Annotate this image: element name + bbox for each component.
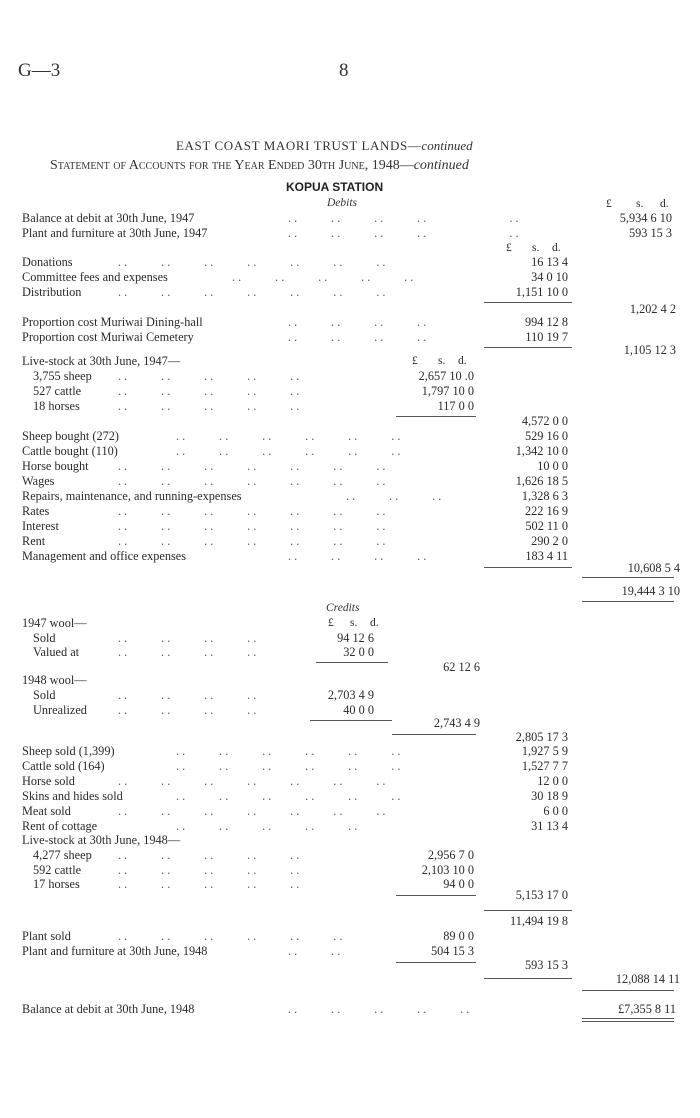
row-label: Plant and furniture at 30th June, 1948: [22, 944, 208, 958]
ledger-row: Cattle sold (164) . . . . . . . . . . . . 1,527 7 7: [22, 759, 568, 773]
row-amount: 5,934 6 10: [619, 211, 672, 225]
subtitle-continued: continued: [413, 158, 469, 173]
row-amount: 10 0 0: [537, 459, 568, 473]
ledger-row: Donations . . . . . . . . . . . . . . 16 13 4: [22, 255, 568, 269]
ledger-row: Horse bought . . . . . . . . . . . . . . 10 0 0: [22, 459, 568, 473]
ledger-row: Balance at debit at 30th June, 1947 . . . . . . . . . . 5,934 6 10: [22, 211, 672, 225]
row-amount: 30 18 9: [531, 789, 568, 803]
subtotal-row: [0, 302, 700, 316]
ledger-row: Proportion cost Muriwai Dining-hall . . . . . . . . 994 12 8: [22, 315, 568, 329]
col-head-pence: d.: [660, 198, 669, 210]
credits-grand-total: 12,088 14 11: [615, 972, 680, 986]
subtotal-amount: 4,572 0 0: [521, 414, 568, 428]
livestock-1948-label: Live-stock at 30th June, 1948—: [22, 833, 181, 847]
ledger-row: Management and office expenses . . . . . . . . 183 4 11: [22, 549, 568, 563]
balance-row: Balance at debit at 30th June, 1948 . . . . . . . . . . £7,355 8 11: [22, 1002, 676, 1016]
subtotal-amount: 593 15 3: [524, 958, 568, 972]
subtotal-amount: 11,494 19 8: [510, 914, 568, 928]
row-amount: 529 16 0: [524, 429, 568, 443]
subtotal-row: [0, 958, 700, 972]
subtotal-row: [0, 914, 700, 928]
col-head-shillings: s.: [532, 242, 540, 254]
row-amount: 2,956 7 0: [427, 848, 474, 862]
row-label: Meat sold: [22, 804, 71, 818]
row-label: 18 horses: [33, 399, 80, 413]
ledger-row: Rent . . . . . . . . . . . . . . 290 2 0: [22, 534, 568, 548]
row-label: Repairs, maintenance, and running-expenses: [22, 489, 242, 503]
col-head-pounds: £: [328, 617, 334, 629]
row-amount: 504 15 3: [430, 944, 474, 958]
title-continued: continued: [421, 138, 473, 153]
row-amount: 593 15 3: [628, 226, 672, 240]
row-amount: 117 0 0: [437, 399, 474, 413]
row-amount: 502 11 0: [525, 519, 568, 533]
subtotal-row: [0, 414, 700, 428]
row-label: Donations: [22, 255, 73, 269]
col-head-shillings: s.: [350, 617, 358, 629]
subtotal-amount: 1,202 4 2: [629, 302, 676, 316]
row-label: Valued at: [33, 645, 80, 659]
ledger-row: Sheep sold (1,399) . . . . . . . . . . . . 1,927 5 9: [22, 744, 568, 758]
debits-total: 19,444 3 10: [621, 584, 680, 598]
subtotal-row: [0, 972, 700, 986]
ledger-row: Distribution . . . . . . . . . . . . . . 1,151 10 0: [22, 285, 568, 299]
row-label: Cattle bought (110): [22, 444, 118, 458]
credits-heading: Credits: [326, 602, 360, 614]
ledger-row: Proportion cost Muriwai Cemetery . . . . . . . . 110 19 7: [22, 330, 568, 344]
row-amount: 1,626 18 5: [515, 474, 568, 488]
balance-1948-label: Balance at debit at 30th June, 1948: [22, 1002, 195, 1016]
ledger-row: 592 cattle . . . . . . . . . . 2,103 10 0: [33, 863, 474, 877]
row-label: Sheep bought (272): [22, 429, 119, 443]
subtotal-amount: 2,743 4 9: [433, 716, 480, 730]
row-amount: 2,103 10 0: [421, 863, 474, 877]
subtotal-row: [0, 730, 700, 744]
row-label: 527 cattle: [33, 384, 82, 398]
row-amount: 2,703 4 9: [327, 688, 374, 702]
ledger-row: [0, 833, 700, 847]
col-head-pence: d.: [458, 355, 467, 367]
ledger-row: Wages . . . . . . . . . . . . . . 1,626 18 5: [22, 474, 568, 488]
subtotal-amount: 5,153 17 0: [515, 888, 568, 902]
ledger-row: Cattle bought (110) . . . . . . . . . . . . 1,342 10 0: [22, 444, 568, 458]
row-label: 3,755 sheep: [33, 369, 92, 383]
subtotal-row: [0, 888, 700, 902]
ledger-row: 4,277 sheep . . . . . . . . . . 2,956 7 0: [33, 848, 474, 862]
row-label: Distribution: [22, 285, 82, 299]
col-head-pounds: £: [506, 242, 512, 254]
row-label: Balance at debit at 30th June, 1947: [22, 211, 195, 225]
subtitle-main: Statement of Accounts for the Year Ended 30th June, 1948—: [50, 158, 414, 173]
subtotal-amount: 2,805 17 3: [515, 730, 568, 744]
col-head-pence: d.: [552, 242, 561, 254]
ledger-row: Sold . . . . . . . . 94 12 6: [33, 631, 374, 645]
row-amount: 94 0 0: [443, 877, 474, 891]
total-row: [0, 584, 700, 598]
ledger-row: Sold . . . . . . . . 2,703 4 9: [33, 688, 374, 702]
row-amount: 2,657 10 .0: [418, 369, 474, 383]
row-label: 4,277 sheep: [33, 848, 92, 862]
row-amount: 32 0 0: [343, 645, 374, 659]
row-label: Horse sold: [22, 774, 75, 788]
subtotal-amount: 10,608 5 4: [627, 561, 680, 575]
ledger-row: Plant and furniture at 30th June, 1947 . . . . . . . . . . 593 15 3: [22, 226, 672, 240]
ledger-row: 17 horses . . . . . . . . . . 94 0 0: [33, 877, 474, 891]
row-label: Wages: [22, 474, 55, 488]
title-main: EAST COAST MAORI TRUST LANDS—: [176, 138, 422, 153]
row-label: Horse bought: [22, 459, 89, 473]
debits-heading: Debits: [327, 197, 358, 209]
row-amount: 34 0 10: [531, 270, 568, 284]
subtotal-amount: 1,105 12 3: [623, 343, 676, 357]
wool-1948-label: 1948 wool—: [22, 673, 87, 687]
ledger-row: Repairs, maintenance, and running-expenses . . . . . . 1,328 6 3: [22, 489, 568, 503]
row-amount: 994 12 8: [524, 315, 568, 329]
row-amount: 94 12 6: [337, 631, 374, 645]
document-subtitle: [50, 158, 469, 174]
ledger-row: Interest . . . . . . . . . . . . . . 502 11 0: [22, 519, 568, 533]
row-label: Committee fees and expenses: [22, 270, 168, 284]
row-label: Plant sold: [22, 929, 71, 943]
col-head-pounds: £: [606, 198, 612, 210]
ledger-row: 527 cattle . . . . . . . . . . 1,797 10 0: [33, 384, 474, 398]
livestock-1947-label: Live-stock at 30th June, 1947—: [22, 354, 181, 368]
row-label: 592 cattle: [33, 863, 82, 877]
row-label: Cattle sold (164): [22, 759, 105, 773]
row-label: 17 horses: [33, 877, 80, 891]
row-amount: 1,797 10 0: [421, 384, 474, 398]
page-number: 8: [339, 60, 349, 81]
balance-1948-amount: £7,355 8 11: [618, 1002, 676, 1016]
ledger-row: Plant sold . . . . . . . . . . . . 89 0 0: [22, 929, 474, 943]
ledger-row: Plant and furniture at 30th June, 1948 . . . . 504 15 3: [22, 944, 474, 958]
ledger-row: Skins and hides sold . . . . . . . . . . . . 30 18 9: [22, 789, 568, 803]
ledger-row: Horse sold . . . . . . . . . . . . . . 12 0 0: [22, 774, 568, 788]
row-label: Proportion cost Muriwai Cemetery: [22, 330, 194, 344]
subtotal-row: [0, 660, 700, 674]
row-amount: 183 4 11: [525, 549, 568, 563]
subtotal-amount: 62 12 6: [443, 660, 480, 674]
row-amount: 290 2 0: [531, 534, 568, 548]
row-label: Management and office expenses: [22, 549, 187, 563]
ledger-row: [0, 673, 700, 687]
ledger-row: Rates . . . . . . . . . . . . . . 222 16 9: [22, 504, 568, 518]
subtotal-row: [0, 716, 700, 730]
row-amount: 12 0 0: [537, 774, 568, 788]
ledger-row: Meat sold . . . . . . . . . . . . . . 6 0 0: [22, 804, 568, 818]
col-head-pence: d.: [370, 617, 379, 629]
row-label: Unrealized: [33, 703, 87, 717]
row-amount: 222 16 9: [524, 504, 568, 518]
row-label: Rates: [22, 504, 50, 518]
ledger-row: 3,755 sheep . . . . . . . . . . 2,657 10 .0: [33, 369, 474, 383]
row-amount: 16 13 4: [531, 255, 568, 269]
row-label: Plant and furniture at 30th June, 1947: [22, 226, 208, 240]
row-amount: 6 0 0: [543, 804, 568, 818]
col-head-shillings: s.: [438, 355, 446, 367]
row-amount: 1,328 6 3: [521, 489, 568, 503]
row-label: Rent of cottage: [22, 819, 98, 833]
row-label: Proportion cost Muriwai Dining-hall: [22, 315, 203, 329]
wool-1947-label: 1947 wool—: [22, 616, 87, 630]
row-label: Interest: [22, 519, 59, 533]
row-amount: 31 13 4: [531, 819, 568, 833]
ledger-row: Valued at . . . . . . . . 32 0 0: [33, 645, 374, 659]
row-amount: 40 0 0: [343, 703, 374, 717]
ledger-row: Unrealized . . . . . . . . 40 0 0: [33, 703, 374, 717]
row-amount: 1,151 10 0: [515, 285, 568, 299]
ledger-row: Rent of cottage . . . . . . . . . . 31 13 4: [22, 819, 568, 833]
station-heading: KOPUA STATION: [286, 180, 384, 194]
col-head-pounds: £: [412, 355, 418, 367]
row-amount: 1,527 7 7: [521, 759, 568, 773]
row-amount: 110 19 7: [525, 330, 568, 344]
row-label: Sheep sold (1,399): [22, 744, 115, 758]
row-label: Rent: [22, 534, 46, 548]
row-label: Sold: [33, 688, 56, 702]
ledger-row: 18 horses . . . . . . . . . . 117 0 0: [33, 399, 474, 413]
ledger-row: Sheep bought (272) . . . . . . . . . . . . 529 16 0: [22, 429, 568, 443]
row-amount: 1,927 5 9: [521, 744, 568, 758]
document-title: [176, 138, 473, 154]
row-amount: 89 0 0: [443, 929, 474, 943]
row-amount: 1,342 10 0: [515, 444, 568, 458]
col-head-shillings: s.: [636, 198, 644, 210]
ledger-row: Committee fees and expenses . . . . . . . . . . 34 0 10: [22, 270, 568, 284]
row-label: Sold: [33, 631, 56, 645]
subtotal-row: [0, 561, 700, 575]
row-label: Skins and hides sold: [22, 789, 123, 803]
document-reference: G—3: [18, 60, 61, 81]
